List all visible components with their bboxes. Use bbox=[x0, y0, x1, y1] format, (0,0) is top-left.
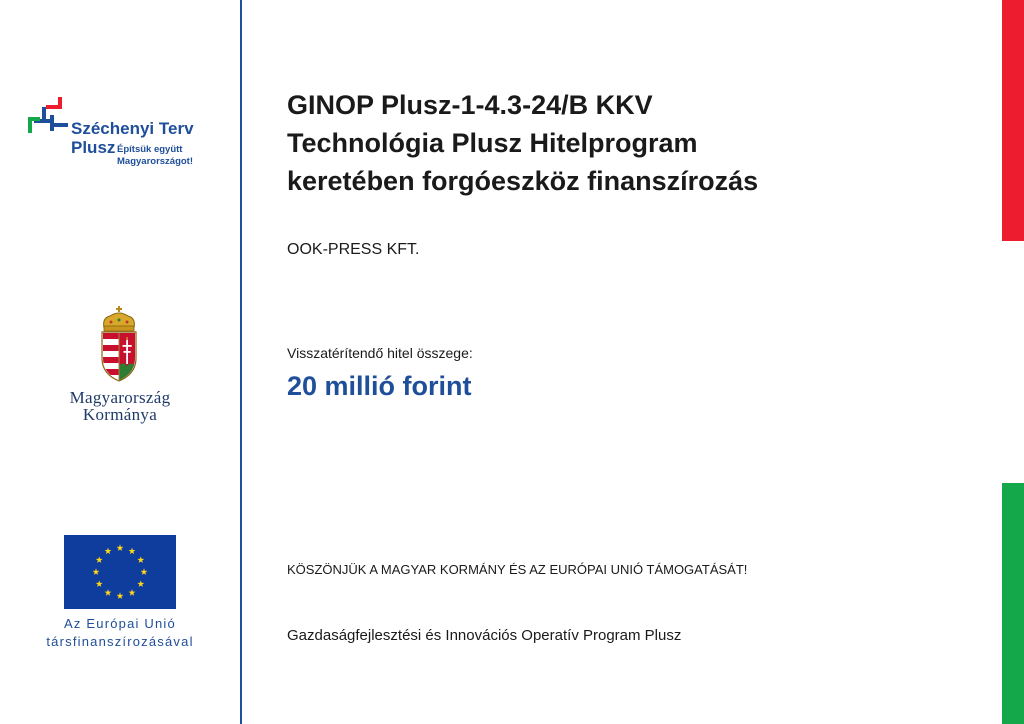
flag-stripe-red bbox=[1002, 0, 1024, 241]
government-name-line-2: Kormánya bbox=[82, 405, 158, 424]
eu-cofinancing-line-1: Az Európai Unió bbox=[64, 616, 176, 631]
szechenyi-tagline-1: Építsük együtt bbox=[117, 144, 183, 155]
hungarian-coat-of-arms-icon bbox=[98, 306, 140, 382]
government-name-line-1: Magyarország bbox=[69, 388, 171, 407]
szechenyi-tagline-2: Magyarországot! bbox=[117, 156, 194, 167]
flag-stripe-green bbox=[1002, 483, 1024, 724]
loan-amount-label: Visszatérítendő hitel összege: bbox=[287, 345, 473, 361]
project-title-line-1: GINOP Plusz-1-4.3-24/B KKV bbox=[287, 90, 653, 120]
vertical-divider bbox=[240, 0, 242, 724]
thanks-statement: KÖSZÖNJÜK A MAGYAR KORMÁNY ÉS AZ EURÓPAI UNIÓ TÁMOGATÁSÁT! bbox=[287, 562, 748, 577]
company-name: OOK-PRESS KFT. bbox=[287, 241, 420, 258]
project-title-line-3: keretében forgóeszköz finanszírozás bbox=[287, 166, 759, 196]
szechenyi-terv-logo bbox=[28, 97, 228, 177]
szechenyi-title: Széchenyi Terv bbox=[71, 119, 194, 138]
szechenyi-cross-icon bbox=[28, 97, 70, 141]
eu-flag-icon bbox=[64, 535, 176, 609]
program-name: Gazdaságfejlesztési és Innovációs Operatív Program Plusz bbox=[287, 627, 682, 644]
eu-cofinancing-line-2: társfinanszírozásával bbox=[46, 634, 194, 649]
szechenyi-plusz: Plusz bbox=[71, 138, 116, 157]
project-title-line-2: Technológia Plusz Hitelprogram bbox=[287, 128, 698, 158]
project-title bbox=[287, 86, 987, 200]
loan-amount-value: 20 millió forint bbox=[287, 371, 472, 401]
